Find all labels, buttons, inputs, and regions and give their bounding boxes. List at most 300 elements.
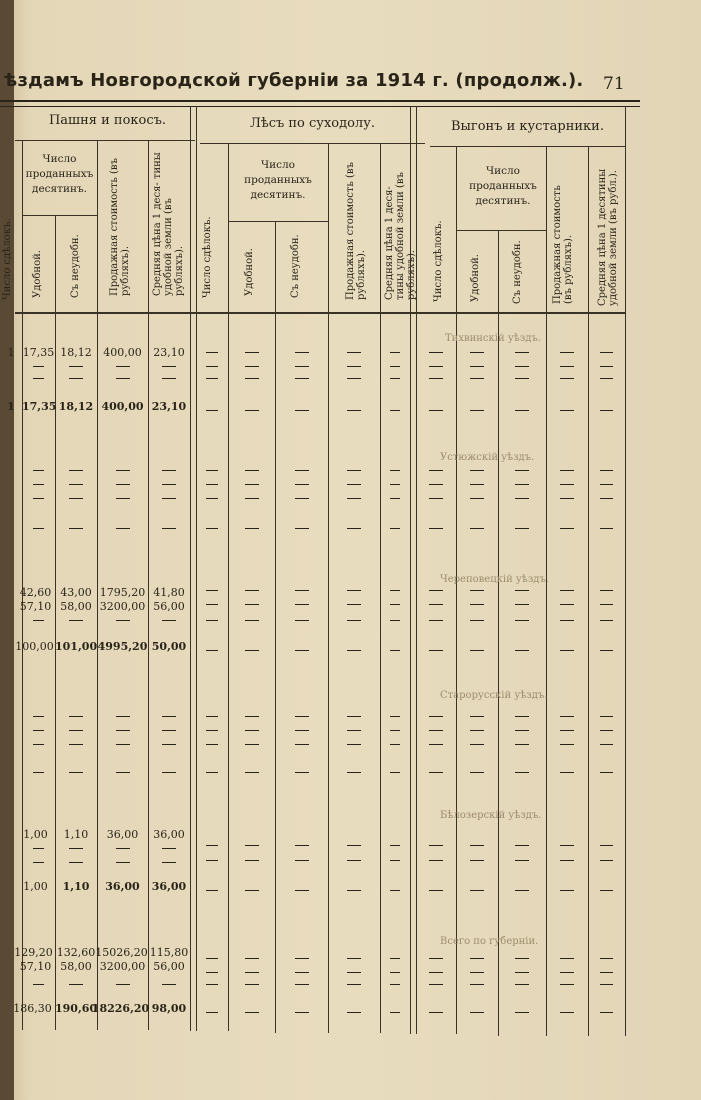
dash-mark bbox=[600, 528, 613, 529]
cell-avg-price: 36,00 bbox=[153, 828, 185, 841]
dash-mark bbox=[515, 730, 529, 731]
dash-mark bbox=[206, 378, 217, 379]
cell-useful: 1,00 bbox=[23, 880, 48, 893]
cell-avg-price: 56,00 bbox=[153, 960, 185, 973]
dash-mark bbox=[116, 984, 130, 985]
dash-mark bbox=[245, 620, 259, 621]
dash-mark bbox=[470, 410, 484, 411]
dash-mark bbox=[600, 470, 613, 471]
header-line bbox=[456, 230, 546, 231]
dash-mark bbox=[206, 716, 217, 717]
dash-mark bbox=[390, 890, 401, 891]
dash-mark bbox=[560, 484, 574, 485]
dash-mark bbox=[295, 378, 309, 379]
dash-mark bbox=[116, 498, 130, 499]
dash-mark bbox=[390, 528, 401, 529]
dash-mark bbox=[560, 890, 574, 891]
cell-useless: 43,00 bbox=[60, 586, 92, 599]
group-header-forest: Лѣсъ по суходолу. bbox=[250, 116, 375, 131]
column-line bbox=[55, 215, 56, 1030]
cell-useless: 1,10 bbox=[63, 828, 89, 841]
header-bottom-line bbox=[15, 312, 625, 314]
cell-useful: 42,60 bbox=[19, 586, 52, 599]
col-header-avg-price-pasture: Средняя цѣна 1 десятины удобной земли (въ рубл.). bbox=[597, 168, 619, 306]
column-line bbox=[148, 140, 149, 1030]
dash-mark bbox=[245, 484, 259, 485]
dash-mark bbox=[295, 620, 309, 621]
dash-mark bbox=[600, 604, 613, 605]
dash-mark bbox=[33, 848, 45, 849]
dash-mark bbox=[116, 848, 130, 849]
title-rule bbox=[0, 100, 640, 102]
dash-mark bbox=[295, 972, 309, 973]
dash-mark bbox=[347, 860, 361, 861]
column-line bbox=[196, 106, 197, 1031]
dash-mark bbox=[245, 528, 259, 529]
dash-mark bbox=[69, 772, 83, 773]
dash-mark bbox=[515, 352, 529, 353]
header-line bbox=[22, 215, 97, 216]
dash-mark bbox=[429, 498, 443, 499]
dash-mark bbox=[347, 890, 361, 891]
dash-mark bbox=[470, 470, 484, 471]
dash-mark bbox=[347, 730, 361, 731]
dash-mark bbox=[560, 860, 574, 861]
dash-mark bbox=[515, 528, 529, 529]
column-line bbox=[546, 146, 547, 1036]
dash-mark bbox=[347, 650, 361, 651]
dash-mark bbox=[33, 772, 45, 773]
col-header-useful-pasture: Удобной. bbox=[470, 254, 481, 302]
dash-mark bbox=[560, 352, 574, 353]
dash-mark bbox=[600, 410, 613, 411]
bleedthrough-text: Череповецкій уѣздъ. bbox=[440, 574, 549, 585]
dash-mark bbox=[515, 744, 529, 745]
col-header-sale-value-forest: Продажная стоимость (въ рубляхъ). bbox=[345, 162, 367, 300]
dash-mark bbox=[470, 650, 484, 651]
dash-mark bbox=[162, 848, 176, 849]
cell-avg-price: 56,00 bbox=[153, 600, 185, 613]
dash-mark bbox=[429, 772, 443, 773]
dash-mark bbox=[470, 378, 484, 379]
dash-mark bbox=[245, 744, 259, 745]
column-line bbox=[190, 106, 191, 1031]
dash-mark bbox=[390, 498, 401, 499]
col-header-avg-price-forest: Средняя цѣна 1 деся- тины удобной земли (въ рубляхъ). bbox=[384, 172, 417, 300]
dash-mark bbox=[390, 352, 401, 353]
dash-mark bbox=[515, 972, 529, 973]
dash-mark bbox=[470, 620, 484, 621]
dash-mark bbox=[33, 716, 45, 717]
dash-mark bbox=[429, 730, 443, 731]
dash-mark bbox=[162, 620, 176, 621]
header-line bbox=[228, 221, 328, 222]
dash-mark bbox=[295, 366, 309, 367]
dash-mark bbox=[33, 862, 45, 863]
dash-mark bbox=[69, 620, 83, 621]
dash-mark bbox=[429, 470, 443, 471]
page-title: ѣздамъ Новгородской губерніи за 1914 г. (продолж.). bbox=[4, 70, 584, 91]
bleedthrough-text: Устюжскій уѣздъ. bbox=[440, 452, 535, 463]
dash-mark bbox=[347, 470, 361, 471]
dash-mark bbox=[560, 958, 574, 959]
dash-mark bbox=[470, 366, 484, 367]
dash-mark bbox=[470, 860, 484, 861]
dash-mark bbox=[390, 772, 401, 773]
dash-mark bbox=[295, 498, 309, 499]
dash-mark bbox=[470, 772, 484, 773]
dash-mark bbox=[245, 470, 259, 471]
dash-mark bbox=[560, 528, 574, 529]
cell-sale-value: 36,00 bbox=[105, 880, 140, 893]
cell-avg-price: 115,80 bbox=[149, 946, 189, 959]
dash-mark bbox=[390, 716, 401, 717]
dash-mark bbox=[295, 890, 309, 891]
cell-useful: 1,00 bbox=[23, 828, 48, 841]
dash-mark bbox=[245, 604, 259, 605]
dash-mark bbox=[515, 498, 529, 499]
bleedthrough-text: Старорусскій уѣздъ. bbox=[440, 690, 548, 701]
dash-mark bbox=[515, 984, 529, 985]
dash-mark bbox=[33, 744, 45, 745]
row-left-count: 1 bbox=[7, 346, 15, 359]
dash-mark bbox=[69, 470, 83, 471]
dash-mark bbox=[69, 730, 83, 731]
dash-mark bbox=[429, 528, 443, 529]
dash-mark bbox=[600, 772, 613, 773]
dash-mark bbox=[600, 650, 613, 651]
column-line bbox=[588, 146, 589, 1036]
dash-mark bbox=[162, 744, 176, 745]
col-header-sale-value-pasture: Продажная стоимость (въ рубляхъ). bbox=[552, 185, 574, 304]
dash-mark bbox=[206, 650, 217, 651]
dash-mark bbox=[600, 845, 613, 846]
dash-mark bbox=[560, 590, 574, 591]
dash-mark bbox=[600, 498, 613, 499]
cell-useful: 100,00 bbox=[15, 640, 54, 653]
dash-mark bbox=[470, 1012, 484, 1013]
cell-sale-value: 1795,20 bbox=[99, 586, 146, 599]
dash-mark bbox=[347, 845, 361, 846]
dash-mark bbox=[600, 352, 613, 353]
subheader-sold-forest: Число проданныхъ десятинъ. bbox=[244, 159, 312, 201]
cell-useful: 186,30 bbox=[13, 1002, 52, 1015]
cell-avg-price: 23,10 bbox=[153, 346, 185, 359]
dash-mark bbox=[470, 744, 484, 745]
col-header-useful-forest: Удобной. bbox=[244, 248, 255, 296]
dash-mark bbox=[295, 410, 309, 411]
dash-mark bbox=[390, 845, 401, 846]
dash-mark bbox=[600, 958, 613, 959]
dash-mark bbox=[390, 650, 401, 651]
dash-mark bbox=[515, 772, 529, 773]
dash-mark bbox=[245, 410, 259, 411]
dash-mark bbox=[390, 860, 401, 861]
dash-mark bbox=[390, 366, 401, 367]
dash-mark bbox=[429, 620, 443, 621]
column-line bbox=[380, 143, 381, 1033]
dash-mark bbox=[429, 984, 443, 985]
cell-avg-price: 98,00 bbox=[151, 1002, 187, 1015]
cell-sale-value: 36,00 bbox=[106, 828, 139, 841]
subheader-sold-pasture: Число проданныхъ десятинъ. bbox=[469, 165, 537, 207]
dash-mark bbox=[600, 484, 613, 485]
group-header-arable: Пашня и покосъ. bbox=[48, 113, 167, 128]
dash-mark bbox=[245, 498, 259, 499]
dash-mark bbox=[206, 366, 217, 367]
dash-mark bbox=[515, 845, 529, 846]
dash-mark bbox=[347, 484, 361, 485]
dash-mark bbox=[390, 590, 401, 591]
dash-mark bbox=[295, 590, 309, 591]
dash-mark bbox=[347, 772, 361, 773]
dash-mark bbox=[33, 366, 45, 367]
header-line bbox=[430, 146, 625, 147]
cell-useful: 57,10 bbox=[19, 960, 52, 973]
dash-mark bbox=[162, 716, 176, 717]
bleedthrough-text: Тихвинскій уѣздъ. bbox=[445, 333, 541, 344]
column-line bbox=[328, 143, 329, 1033]
dash-mark bbox=[295, 716, 309, 717]
dash-mark bbox=[245, 1012, 259, 1013]
dash-mark bbox=[295, 470, 309, 471]
col-header-deals-forest: Число сдѣлокъ. bbox=[202, 216, 213, 298]
cell-sale-value: 400,00 bbox=[103, 346, 142, 359]
dash-mark bbox=[206, 470, 217, 471]
dash-mark bbox=[162, 366, 176, 367]
dash-mark bbox=[390, 972, 401, 973]
dash-mark bbox=[162, 730, 176, 731]
dash-mark bbox=[245, 845, 259, 846]
dash-mark bbox=[515, 590, 529, 591]
dash-mark bbox=[600, 620, 613, 621]
cell-useful: 57,10 bbox=[19, 600, 52, 613]
dash-mark bbox=[515, 410, 529, 411]
dash-mark bbox=[470, 890, 484, 891]
header-line bbox=[200, 143, 425, 144]
dash-mark bbox=[206, 730, 217, 731]
cell-avg-price: 23,10 bbox=[151, 400, 187, 413]
dash-mark bbox=[295, 604, 309, 605]
column-line bbox=[498, 230, 499, 1036]
dash-mark bbox=[69, 984, 83, 985]
dash-mark bbox=[560, 845, 574, 846]
dash-mark bbox=[69, 862, 83, 863]
dash-mark bbox=[600, 366, 613, 367]
dash-mark bbox=[206, 845, 217, 846]
dash-mark bbox=[390, 984, 401, 985]
cell-sale-value: 3200,00 bbox=[99, 600, 146, 613]
dash-mark bbox=[560, 470, 574, 471]
dash-mark bbox=[429, 744, 443, 745]
dash-mark bbox=[560, 1012, 574, 1013]
dash-mark bbox=[162, 484, 176, 485]
header-line bbox=[15, 140, 195, 141]
dash-mark bbox=[206, 590, 217, 591]
dash-mark bbox=[470, 984, 484, 985]
dash-mark bbox=[515, 366, 529, 367]
dash-mark bbox=[429, 484, 443, 485]
dash-mark bbox=[347, 972, 361, 973]
book-spine bbox=[0, 0, 14, 1100]
dash-mark bbox=[347, 958, 361, 959]
group-header-pasture: Выгонъ и кустарники. bbox=[451, 119, 604, 134]
dash-mark bbox=[470, 730, 484, 731]
dash-mark bbox=[116, 366, 130, 367]
dash-mark bbox=[347, 744, 361, 745]
dash-mark bbox=[560, 730, 574, 731]
dash-mark bbox=[390, 958, 401, 959]
dash-mark bbox=[69, 484, 83, 485]
dash-mark bbox=[470, 590, 484, 591]
dash-mark bbox=[515, 1012, 529, 1013]
dash-mark bbox=[33, 528, 45, 529]
dash-mark bbox=[600, 378, 613, 379]
dash-mark bbox=[470, 716, 484, 717]
column-line bbox=[625, 106, 626, 1036]
cell-avg-price: 41,80 bbox=[153, 586, 185, 599]
dash-mark bbox=[33, 730, 45, 731]
dash-mark bbox=[295, 1012, 309, 1013]
dash-mark bbox=[69, 366, 83, 367]
dash-mark bbox=[600, 860, 613, 861]
column-line bbox=[416, 106, 417, 1034]
dash-mark bbox=[429, 604, 443, 605]
dash-mark bbox=[162, 772, 176, 773]
dash-mark bbox=[390, 730, 401, 731]
col-header-useless: Съ неудобн. bbox=[70, 234, 81, 298]
dash-mark bbox=[600, 716, 613, 717]
dash-mark bbox=[206, 860, 217, 861]
dash-mark bbox=[116, 378, 130, 379]
dash-mark bbox=[515, 484, 529, 485]
cell-useless: 18,12 bbox=[58, 400, 94, 413]
dash-mark bbox=[347, 1012, 361, 1013]
dash-mark bbox=[245, 716, 259, 717]
column-line bbox=[97, 140, 98, 1030]
cell-sale-value: 15026,20 bbox=[95, 946, 148, 959]
dash-mark bbox=[347, 590, 361, 591]
dash-mark bbox=[390, 744, 401, 745]
subheader-sold-arable: Число проданныхъ десятинъ. bbox=[25, 153, 94, 195]
dash-mark bbox=[515, 958, 529, 959]
dash-mark bbox=[470, 352, 484, 353]
dash-mark bbox=[515, 890, 529, 891]
cell-useless: 190,60 bbox=[55, 1002, 98, 1015]
cell-sale-value: 4995,20 bbox=[97, 640, 148, 653]
dash-mark bbox=[295, 528, 309, 529]
dash-mark bbox=[600, 590, 613, 591]
dash-mark bbox=[116, 744, 130, 745]
dash-mark bbox=[295, 860, 309, 861]
dash-mark bbox=[33, 378, 45, 379]
dash-mark bbox=[470, 972, 484, 973]
dash-mark bbox=[116, 772, 130, 773]
dash-mark bbox=[429, 378, 443, 379]
cell-avg-price: 50,00 bbox=[151, 640, 187, 653]
dash-mark bbox=[206, 498, 217, 499]
dash-mark bbox=[206, 744, 217, 745]
dash-mark bbox=[560, 410, 574, 411]
dash-mark bbox=[470, 845, 484, 846]
dash-mark bbox=[206, 484, 217, 485]
dash-mark bbox=[162, 378, 176, 379]
dash-mark bbox=[69, 744, 83, 745]
dash-mark bbox=[69, 498, 83, 499]
column-line bbox=[228, 143, 229, 1031]
dash-mark bbox=[295, 958, 309, 959]
dash-mark bbox=[560, 772, 574, 773]
dash-mark bbox=[116, 620, 130, 621]
dash-mark bbox=[245, 972, 259, 973]
dash-mark bbox=[206, 620, 217, 621]
dash-mark bbox=[515, 650, 529, 651]
dash-mark bbox=[347, 366, 361, 367]
dash-mark bbox=[347, 410, 361, 411]
dash-mark bbox=[245, 650, 259, 651]
column-line bbox=[22, 140, 23, 1030]
dash-mark bbox=[429, 972, 443, 973]
column-line bbox=[275, 221, 276, 1033]
dash-mark bbox=[245, 772, 259, 773]
cell-useful: 129,20 bbox=[14, 946, 53, 959]
dash-mark bbox=[206, 352, 217, 353]
cell-useful: 17,35 bbox=[22, 400, 57, 413]
dash-mark bbox=[245, 378, 259, 379]
dash-mark bbox=[347, 352, 361, 353]
dash-mark bbox=[390, 1012, 401, 1013]
dash-mark bbox=[245, 890, 259, 891]
dash-mark bbox=[69, 716, 83, 717]
dash-mark bbox=[347, 604, 361, 605]
dash-mark bbox=[560, 378, 574, 379]
dash-mark bbox=[429, 366, 443, 367]
dash-mark bbox=[206, 972, 217, 973]
dash-mark bbox=[560, 716, 574, 717]
dash-mark bbox=[295, 984, 309, 985]
dash-mark bbox=[206, 528, 217, 529]
dash-mark bbox=[429, 1012, 443, 1013]
dash-mark bbox=[470, 958, 484, 959]
dash-mark bbox=[116, 484, 130, 485]
dash-mark bbox=[295, 484, 309, 485]
dash-mark bbox=[69, 378, 83, 379]
dash-mark bbox=[245, 366, 259, 367]
bleedthrough-text: Всего по губерніи. bbox=[440, 936, 539, 947]
dash-mark bbox=[245, 958, 259, 959]
dash-mark bbox=[390, 620, 401, 621]
dash-mark bbox=[429, 860, 443, 861]
cell-sale-value: 400,00 bbox=[101, 400, 144, 413]
dash-mark bbox=[69, 848, 83, 849]
dash-mark bbox=[347, 984, 361, 985]
dash-mark bbox=[560, 366, 574, 367]
title-rule-thin bbox=[0, 106, 640, 107]
dash-mark bbox=[429, 890, 443, 891]
cell-sale-value: 3200,00 bbox=[99, 960, 146, 973]
dash-mark bbox=[515, 378, 529, 379]
dash-mark bbox=[560, 984, 574, 985]
col-header-avg-price: Средняя цѣна 1 деся- тины удобной земли (въ рубляхъ). bbox=[152, 152, 185, 296]
dash-mark bbox=[429, 958, 443, 959]
dash-mark bbox=[162, 862, 176, 863]
dash-mark bbox=[470, 604, 484, 605]
dash-mark bbox=[206, 410, 217, 411]
dash-mark bbox=[206, 604, 217, 605]
col-header-deals-pasture: Число сдѣлокъ. bbox=[433, 220, 444, 302]
dash-mark bbox=[295, 845, 309, 846]
dash-mark bbox=[206, 958, 217, 959]
